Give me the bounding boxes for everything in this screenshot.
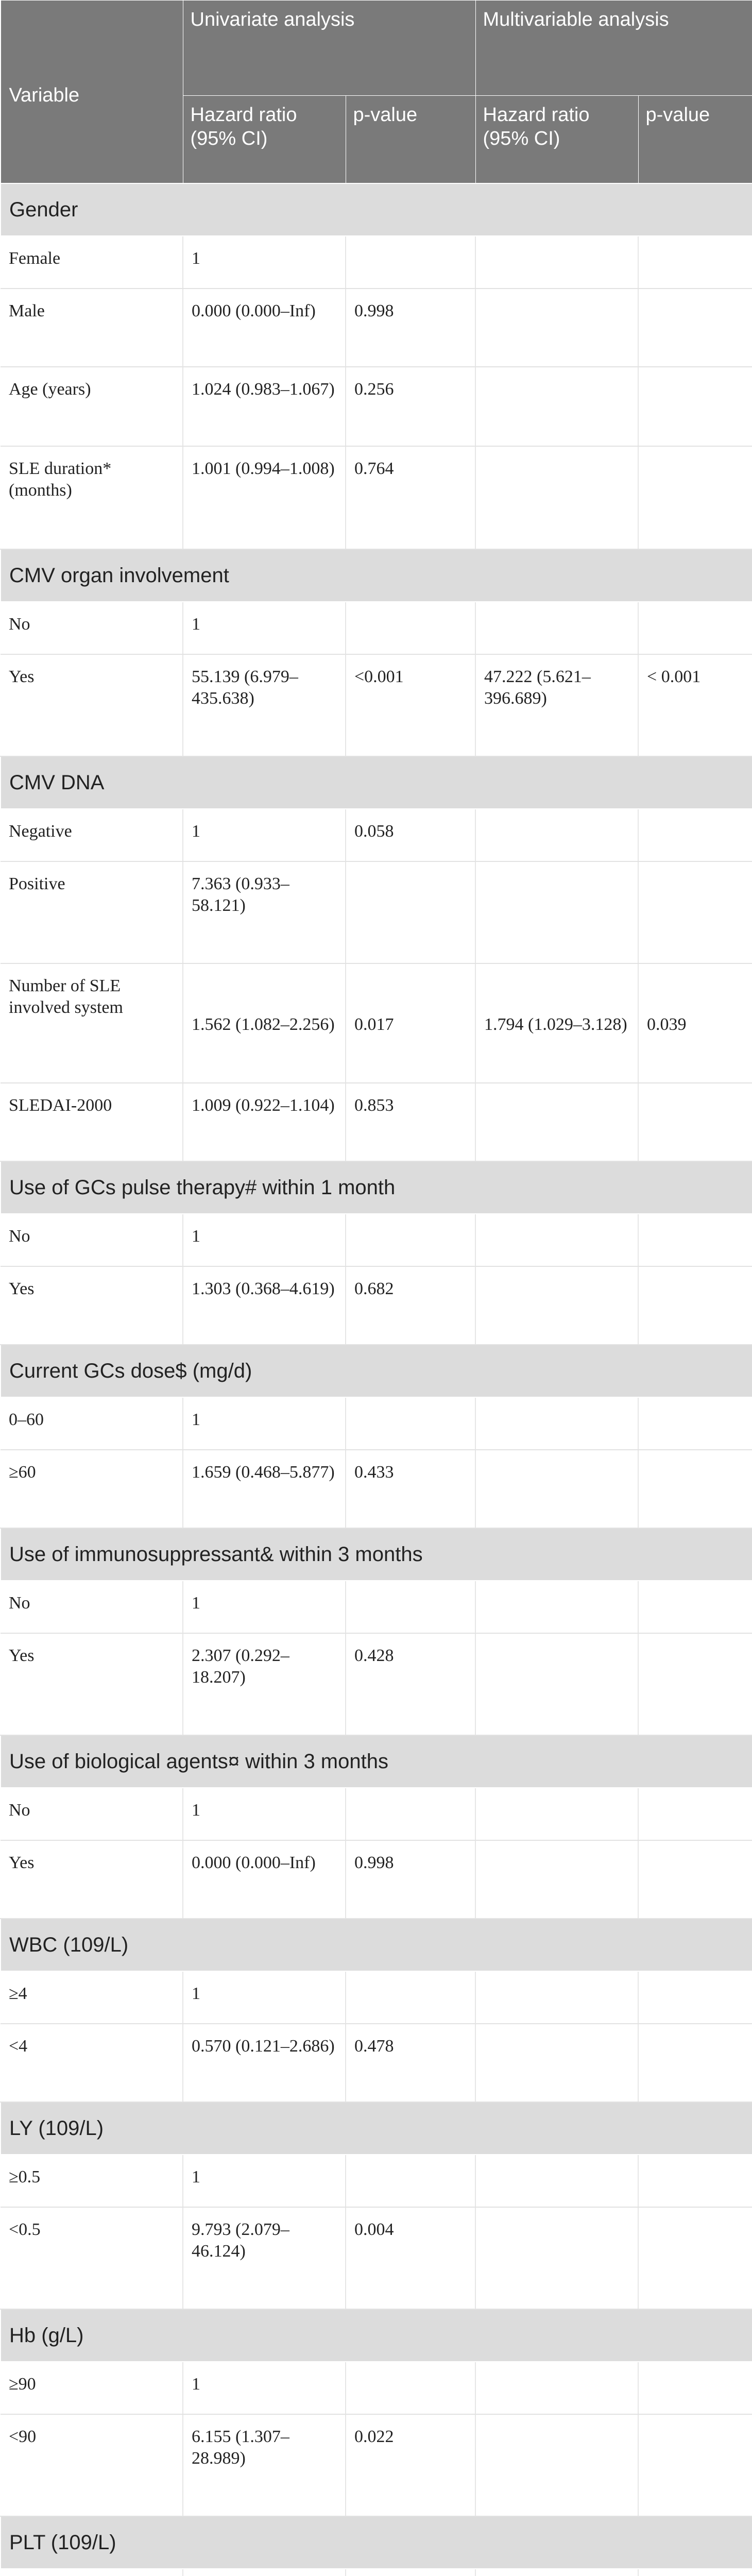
table-row bbox=[1, 1581, 752, 1633]
univariate-hr-cell: 1.303 (0.368–4.619) bbox=[183, 1266, 346, 1345]
table-row bbox=[1, 1266, 752, 1345]
table-row bbox=[1, 861, 752, 963]
variable-cell: Yes bbox=[1, 1266, 183, 1345]
multivariable-p-cell bbox=[638, 1581, 752, 1633]
univariate-p-cell bbox=[346, 861, 475, 963]
section-title: CMV organ involvement bbox=[1, 549, 752, 602]
univariate-p-cell: 0.433 bbox=[346, 1450, 475, 1528]
section-title: Use of GCs pulse therapy# within 1 month bbox=[1, 1161, 752, 1214]
univariate-hr-cell: 1 bbox=[183, 2362, 346, 2414]
multivariable-p-cell bbox=[638, 2024, 752, 2102]
univariate-hr-cell: 1 bbox=[183, 809, 346, 861]
multivariable-hr-cell bbox=[475, 2155, 638, 2207]
multivariable-p-cell bbox=[638, 1788, 752, 1840]
variable-cell: SLE duration* (months) bbox=[1, 446, 183, 549]
univariate-p-cell bbox=[346, 1788, 475, 1840]
section-header-row bbox=[1, 1345, 752, 1397]
univariate-hr-cell: 1 bbox=[183, 1581, 346, 1633]
variable-cell: No bbox=[1, 1788, 183, 1840]
section-header-row bbox=[1, 1161, 752, 1214]
variable-cell: Yes bbox=[1, 1840, 183, 1919]
multivariable-hr-cell bbox=[475, 809, 638, 861]
univariate-p-cell bbox=[346, 2362, 475, 2414]
univariate-hr-cell: 0.570 (0.121–2.686) bbox=[183, 2024, 346, 2102]
table-row bbox=[1, 809, 752, 861]
multivariable-p-cell bbox=[638, 236, 752, 289]
table-row bbox=[1, 236, 752, 289]
table-row bbox=[1, 1397, 752, 1450]
multivariable-hr-cell bbox=[475, 1788, 638, 1840]
univariate-hr-cell: 0.000 (0.000–Inf) bbox=[183, 289, 346, 367]
variable-cell: Yes bbox=[1, 654, 183, 756]
section-title: Current GCs dose$ (mg/d) bbox=[1, 1345, 752, 1397]
section-title: Use of immunosuppressant& within 3 months bbox=[1, 1528, 752, 1581]
univariate-p-cell bbox=[346, 236, 475, 289]
section-header-row bbox=[1, 1735, 752, 1788]
table-row bbox=[1, 602, 752, 654]
section-title: Use of biological agents¤ within 3 months bbox=[1, 1735, 752, 1788]
univariate-p-cell: 0.017 bbox=[346, 963, 475, 1083]
variable-cell: Female bbox=[1, 236, 183, 289]
multivariable-p-cell bbox=[638, 2207, 752, 2309]
univariate-p-cell: 0.478 bbox=[346, 2024, 475, 2102]
univariate-p-cell: 0.256 bbox=[346, 367, 475, 446]
univariate-p-cell: 0.004 bbox=[346, 2207, 475, 2309]
univariate-hr-cell: 1.659 (0.468–5.877) bbox=[183, 1450, 346, 1528]
table-row bbox=[1, 963, 752, 1083]
univariate-p-cell: 0.022 bbox=[346, 2414, 475, 2516]
univariate-hr-cell: 0.000 (0.000–Inf) bbox=[183, 1840, 346, 1919]
multivariable-p-cell bbox=[638, 1450, 752, 1528]
section-header-row bbox=[1, 2309, 752, 2362]
multivariable-hr-cell bbox=[475, 2024, 638, 2102]
multivariable-p-cell bbox=[638, 602, 752, 654]
multivariable-p-cell bbox=[638, 1971, 752, 2024]
multivariable-hr-cell bbox=[475, 1633, 638, 1735]
variable-cell bbox=[1, 2569, 183, 2576]
variable-cell: ≥60 bbox=[1, 1450, 183, 1528]
univariate-hr-cell: 7.363 (0.933–58.121) bbox=[183, 861, 346, 963]
variable-cell: No bbox=[1, 1214, 183, 1266]
table-row bbox=[1, 654, 752, 756]
section-title: Gender bbox=[1, 183, 752, 236]
multivariable-p-cell bbox=[638, 289, 752, 367]
multivariable-hr-cell bbox=[475, 236, 638, 289]
section-header-row bbox=[1, 1528, 752, 1581]
multivariable-hr-cell bbox=[475, 1214, 638, 1266]
univariate-hr-cell: 1 bbox=[183, 1214, 346, 1266]
multivariable-hr-cell bbox=[475, 2362, 638, 2414]
variable-cell: <90 bbox=[1, 2414, 183, 2516]
multivariable-p-cell bbox=[638, 1397, 752, 1450]
univariate-hr-cell: 1 bbox=[183, 1397, 346, 1450]
univariate-p-cell: 0.764 bbox=[346, 446, 475, 549]
multivariable-p-cell bbox=[638, 367, 752, 446]
section-title: WBC (109/L) bbox=[1, 1919, 752, 1971]
table-header bbox=[1, 1, 752, 184]
table-row bbox=[1, 2155, 752, 2207]
univariate-header: Univariate analysis bbox=[183, 1, 475, 96]
multivariable-hr-cell bbox=[475, 1083, 638, 1161]
table-row bbox=[1, 446, 752, 549]
univariate-p-cell: 0.058 bbox=[346, 809, 475, 861]
variable-cell: 0–60 bbox=[1, 1397, 183, 1450]
univariate-hr-cell: 1 bbox=[183, 602, 346, 654]
table-row bbox=[1, 2414, 752, 2516]
multivariable-p-cell bbox=[638, 861, 752, 963]
multivariable-p-cell bbox=[638, 1266, 752, 1345]
univariate-hr-cell: 1.009 (0.922–1.104) bbox=[183, 1083, 346, 1161]
multivariable-hr-cell bbox=[475, 446, 638, 549]
table-row bbox=[1, 1788, 752, 1840]
univariate-hr-cell: 1.001 (0.994–1.008) bbox=[183, 446, 346, 549]
table-row bbox=[1, 1840, 752, 1919]
multivariable-hr-cell bbox=[475, 1266, 638, 1345]
univariate-p-cell bbox=[346, 2569, 475, 2576]
variable-cell: ≥4 bbox=[1, 1971, 183, 2024]
univariate-p-header: p-value bbox=[346, 96, 475, 184]
univariate-p-cell bbox=[346, 1581, 475, 1633]
variable-header: Variable bbox=[1, 1, 183, 184]
univariate-hr-cell: 9.793 (2.079–46.124) bbox=[183, 2207, 346, 2309]
variable-cell: Positive bbox=[1, 861, 183, 963]
variable-cell: SLEDAI-2000 bbox=[1, 1083, 183, 1161]
multivariable-hr-cell bbox=[475, 861, 638, 963]
table-row bbox=[1, 1633, 752, 1735]
table-row bbox=[1, 367, 752, 446]
univariate-hr-cell: 1.024 (0.983–1.067) bbox=[183, 367, 346, 446]
variable-cell: <0.5 bbox=[1, 2207, 183, 2309]
table-row bbox=[1, 1083, 752, 1161]
univariate-hr-cell: 2.307 (0.292–18.207) bbox=[183, 1633, 346, 1735]
multivariable-p-cell bbox=[638, 1214, 752, 1266]
section-title: Hb (g/L) bbox=[1, 2309, 752, 2362]
univariate-hr-cell: 1.562 (1.082–2.256) bbox=[183, 963, 346, 1083]
table-body bbox=[1, 183, 752, 2576]
multivariable-p-cell bbox=[638, 2414, 752, 2516]
multivariable-hr-cell: 1.794 (1.029–3.128) bbox=[475, 963, 638, 1083]
univariate-hr-cell: 6.155 (1.307–28.989) bbox=[183, 2414, 346, 2516]
univariate-p-cell bbox=[346, 2155, 475, 2207]
variable-cell: Male bbox=[1, 289, 183, 367]
univariate-hr-header: Hazard ratio (95% CI) bbox=[183, 96, 346, 184]
univariate-p-cell bbox=[346, 1397, 475, 1450]
section-header-row bbox=[1, 2102, 752, 2155]
univariate-hr-cell: 1 bbox=[183, 2155, 346, 2207]
multivariable-hr-cell bbox=[475, 2414, 638, 2516]
multivariable-header: Multivariable analysis bbox=[475, 1, 752, 96]
multivariable-p-cell bbox=[638, 1840, 752, 1919]
univariate-hr-cell bbox=[183, 2569, 346, 2576]
multivariable-hr-cell: 47.222 (5.621–396.689) bbox=[475, 654, 638, 756]
multivariable-hr-header: Hazard ratio (95% CI) bbox=[475, 96, 638, 184]
multivariable-p-cell bbox=[638, 809, 752, 861]
multivariable-hr-cell bbox=[475, 2569, 638, 2576]
multivariable-hr-cell bbox=[475, 1840, 638, 1919]
univariate-hr-cell: 1 bbox=[183, 236, 346, 289]
variable-cell: <4 bbox=[1, 2024, 183, 2102]
multivariable-p-cell bbox=[638, 446, 752, 549]
multivariable-p-cell bbox=[638, 2155, 752, 2207]
table-row bbox=[1, 2024, 752, 2102]
multivariable-p-cell: < 0.001 bbox=[638, 654, 752, 756]
univariate-p-cell: <0.001 bbox=[346, 654, 475, 756]
table-row bbox=[1, 289, 752, 367]
variable-cell: Negative bbox=[1, 809, 183, 861]
variable-cell: Number of SLE involved system bbox=[1, 963, 183, 1083]
multivariable-hr-cell bbox=[475, 1397, 638, 1450]
variable-cell: ≥90 bbox=[1, 2362, 183, 2414]
section-title: PLT (109/L) bbox=[1, 2516, 752, 2569]
variable-cell: ≥0.5 bbox=[1, 2155, 183, 2207]
univariate-hr-cell: 55.139 (6.979–435.638) bbox=[183, 654, 346, 756]
univariate-p-cell bbox=[346, 602, 475, 654]
univariate-p-cell: 0.853 bbox=[346, 1083, 475, 1161]
univariate-p-cell: 0.682 bbox=[346, 1266, 475, 1345]
multivariable-hr-cell bbox=[475, 289, 638, 367]
section-header-row bbox=[1, 549, 752, 602]
section-header-row bbox=[1, 756, 752, 809]
multivariable-hr-cell bbox=[475, 367, 638, 446]
section-title: LY (109/L) bbox=[1, 2102, 752, 2155]
multivariable-hr-cell bbox=[475, 602, 638, 654]
table-row bbox=[1, 2569, 752, 2576]
univariate-p-cell: 0.998 bbox=[346, 1840, 475, 1919]
section-header-row bbox=[1, 1919, 752, 1971]
multivariable-hr-cell bbox=[475, 1450, 638, 1528]
multivariable-p-header: p-value bbox=[638, 96, 752, 184]
section-header-row bbox=[1, 2516, 752, 2569]
table-row bbox=[1, 2362, 752, 2414]
multivariable-p-cell bbox=[638, 2362, 752, 2414]
multivariable-hr-cell bbox=[475, 2207, 638, 2309]
variable-cell: No bbox=[1, 1581, 183, 1633]
multivariable-hr-cell bbox=[475, 1581, 638, 1633]
section-title: CMV DNA bbox=[1, 756, 752, 809]
variable-cell: No bbox=[1, 602, 183, 654]
univariate-p-cell: 0.428 bbox=[346, 1633, 475, 1735]
multivariable-p-cell bbox=[638, 1633, 752, 1735]
univariate-p-cell bbox=[346, 1971, 475, 2024]
multivariable-p-cell bbox=[638, 1083, 752, 1161]
multivariable-p-cell bbox=[638, 2569, 752, 2576]
table-row bbox=[1, 1450, 752, 1528]
table-row bbox=[1, 1971, 752, 2024]
univariate-hr-cell: 1 bbox=[183, 1971, 346, 2024]
univariate-p-cell bbox=[346, 1214, 475, 1266]
multivariable-p-cell: 0.039 bbox=[638, 963, 752, 1083]
univariate-hr-cell: 1 bbox=[183, 1788, 346, 1840]
section-header-row bbox=[1, 183, 752, 236]
table-row bbox=[1, 2207, 752, 2309]
table-row bbox=[1, 1214, 752, 1266]
multivariable-hr-cell bbox=[475, 1971, 638, 2024]
univariate-p-cell: 0.998 bbox=[346, 289, 475, 367]
variable-cell: Age (years) bbox=[1, 367, 183, 446]
variable-cell: Yes bbox=[1, 1633, 183, 1735]
